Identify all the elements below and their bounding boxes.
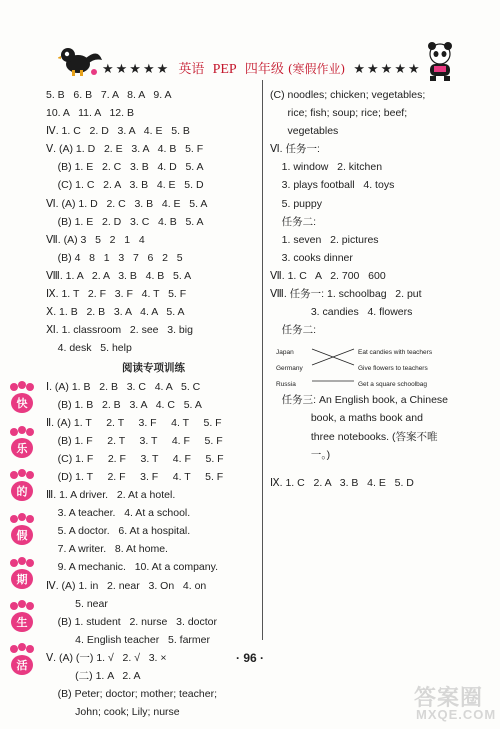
answer-line: Ⅴ. (A) 1. D 2. E 3. A 4. B 5. F bbox=[46, 143, 204, 156]
answer-line: 任务二: bbox=[270, 324, 317, 337]
paw-char: 乐 bbox=[16, 442, 28, 455]
column-divider bbox=[262, 80, 263, 640]
reading-answer-line: (B) 1. F 2. T 3. T 4. F 5. F bbox=[46, 434, 223, 447]
page-header bbox=[0, 52, 500, 82]
watermark-logo bbox=[410, 681, 497, 725]
reading-answer-line: Ⅰ. (A) 1. B 2. B 3. C 4. A 5. C bbox=[46, 380, 201, 393]
reading-answer-line: Ⅱ. (A) 1. T 2. T 3. F 4. T 5. F bbox=[46, 416, 222, 429]
header-title bbox=[100, 58, 420, 78]
matching-diagram bbox=[276, 341, 466, 387]
answer-line bbox=[270, 464, 470, 474]
answer-line: 1. seven 2. pictures bbox=[270, 233, 379, 246]
watermark-text: 答案圈 bbox=[414, 686, 484, 711]
reading-answer-line: (二) 1. A 2. A bbox=[46, 670, 141, 682]
match-right-item: Eat candies with teachers bbox=[358, 349, 433, 357]
reading-answer-line: 9. A mechanic. 10. At a company. bbox=[46, 561, 218, 574]
answer-line: Ⅶ. (A) 3 5 2 1 4 bbox=[46, 233, 145, 246]
header-stars-right: ★★★★★ bbox=[353, 62, 422, 77]
answer-line: Ⅺ. 1. classroom 2. see 3. big bbox=[46, 324, 193, 337]
answer-line: (C) 1. C 2. A 3. B 4. E 5. D bbox=[46, 179, 204, 192]
answer-line: rice; fish; soup; rice; beef; bbox=[270, 107, 408, 120]
bird-mascot-icon bbox=[58, 44, 106, 80]
paw-icon bbox=[6, 469, 36, 503]
answer-line: Ⅵ. (A) 1. D 2. C 3. B 4. E 5. A bbox=[46, 197, 208, 210]
paw-icon bbox=[6, 600, 36, 634]
answer-line: (B) 4 8 1 3 7 6 2 5 bbox=[46, 251, 183, 264]
header-edition: PEP bbox=[212, 62, 237, 77]
answer-line: vegetables bbox=[270, 125, 339, 138]
match-right-item: Get a square schoolbag bbox=[358, 381, 428, 389]
answer-line: Ⅷ. 任务一: 1. schoolbag 2. put bbox=[270, 288, 422, 301]
reading-answer-line: (B) Peter; doctor; mother; teacher; bbox=[46, 688, 217, 701]
reading-answer-line: (B) 1. student 2. nurse 3. doctor bbox=[46, 615, 217, 628]
panda-mascot-icon bbox=[418, 40, 466, 82]
answer-line: 一。) bbox=[270, 448, 331, 461]
reading-answer-line: Ⅳ. (A) 1. in 2. near 3. On 4. on bbox=[46, 579, 207, 592]
paw-char: 生 bbox=[16, 616, 28, 629]
answer-line: three notebooks. (答案不唯 bbox=[270, 430, 438, 443]
header-grade: 四年级 bbox=[244, 62, 284, 77]
left-column bbox=[46, 86, 261, 721]
match-left-item: Russia bbox=[276, 381, 296, 389]
reading-answer-line: 5. near bbox=[46, 597, 108, 610]
reading-answer-line: (B) 1. B 2. B 3. A 4. C 5. A bbox=[46, 398, 202, 411]
paw-char: 期 bbox=[16, 573, 28, 586]
watermark-url: MXQE.COM bbox=[416, 707, 497, 722]
answer-line: 3. plays football 4. toys bbox=[270, 179, 395, 192]
match-left-item: Japan bbox=[276, 349, 294, 357]
paw-char: 快 bbox=[16, 397, 28, 410]
reading-answer-line: 4. English teacher 5. farmer bbox=[46, 633, 210, 646]
answer-line: Ⅹ. 1. B 2. B 3. A 4. A 5. A bbox=[46, 306, 185, 319]
header-subject: 英语 bbox=[178, 62, 205, 77]
reading-answer-line: (D) 1. T 2. F 3. F 4. T 5. F bbox=[46, 470, 224, 483]
answer-line: book, a maths book and bbox=[270, 412, 423, 425]
reading-answer-line: Ⅴ. (A) (一) 1. √ 2. √ 3. × bbox=[46, 651, 167, 664]
reading-section-title: 阅读专项训练 bbox=[122, 362, 185, 375]
match-left-item: Germany bbox=[276, 365, 303, 373]
answer-line: 3. cooks dinner bbox=[270, 251, 353, 264]
reading-answer-line: 3. A teacher. 4. At a school. bbox=[46, 507, 191, 520]
answer-line: 任务三: An English book, a Chinese bbox=[270, 394, 449, 407]
answer-line: 1. window 2. kitchen bbox=[270, 161, 383, 174]
header-stars-left: ★★★★★ bbox=[102, 62, 171, 77]
right-column bbox=[270, 86, 470, 492]
paw-icon bbox=[6, 426, 36, 460]
answer-line: 3. candies 4. flowers bbox=[270, 306, 413, 319]
page-number: · 96 · bbox=[235, 651, 264, 665]
side-paw-decoration bbox=[6, 381, 46, 681]
answer-line: Ⅸ. 1. C 2. A 3. B 4. E 5. D bbox=[270, 476, 414, 489]
reading-answer-line: Ⅲ. 1. A driver. 2. At a hotel. bbox=[46, 489, 176, 502]
answer-line: 5. puppy bbox=[270, 197, 322, 210]
paw-icon bbox=[6, 513, 36, 547]
answer-line: Ⅸ. 1. T 2. F 3. F 4. T 5. F bbox=[46, 288, 187, 301]
paw-icon bbox=[6, 557, 36, 591]
answer-line: 4. desk 5. help bbox=[46, 342, 132, 355]
answer-line: Ⅷ. 1. A 2. A 3. B 4. B 5. A bbox=[46, 269, 192, 282]
header-subtitle: (寒假作业) bbox=[287, 62, 346, 76]
answer-line: 任务二: bbox=[270, 215, 317, 228]
answer-line: Ⅵ. 任务一: bbox=[270, 143, 320, 156]
reading-answer-line: John; cook; Lily; nurse bbox=[46, 706, 180, 719]
match-right-item: Give flowers to teachers bbox=[358, 365, 428, 373]
answer-line: 5. B 6. B 7. A 8. A 9. A bbox=[46, 89, 172, 101]
answer-line: Ⅳ. 1. C 2. D 3. A 4. E 5. B bbox=[46, 125, 190, 138]
paw-char: 假 bbox=[16, 529, 28, 542]
answer-line: (C) noodles; chicken; vegetables; bbox=[270, 89, 426, 101]
paw-icon bbox=[6, 381, 36, 415]
reading-answer-line: 5. A doctor. 6. At a hospital. bbox=[46, 525, 191, 538]
answer-line: Ⅶ. 1. C A 2. 700 600 bbox=[270, 269, 386, 282]
answer-line: 10. A 11. A 12. B bbox=[46, 107, 134, 120]
paw-char: 活 bbox=[16, 659, 28, 672]
reading-answer-line: 7. A writer. 8. At home. bbox=[46, 543, 168, 556]
reading-answer-line: (C) 1. F 2. F 3. T 4. F 5. F bbox=[46, 452, 224, 465]
answer-line: (B) 1. E 2. D 3. C 4. B 5. A bbox=[46, 215, 204, 228]
answer-line: (B) 1. E 2. C 3. B 4. D 5. A bbox=[46, 161, 204, 174]
paw-char: 的 bbox=[16, 485, 28, 498]
